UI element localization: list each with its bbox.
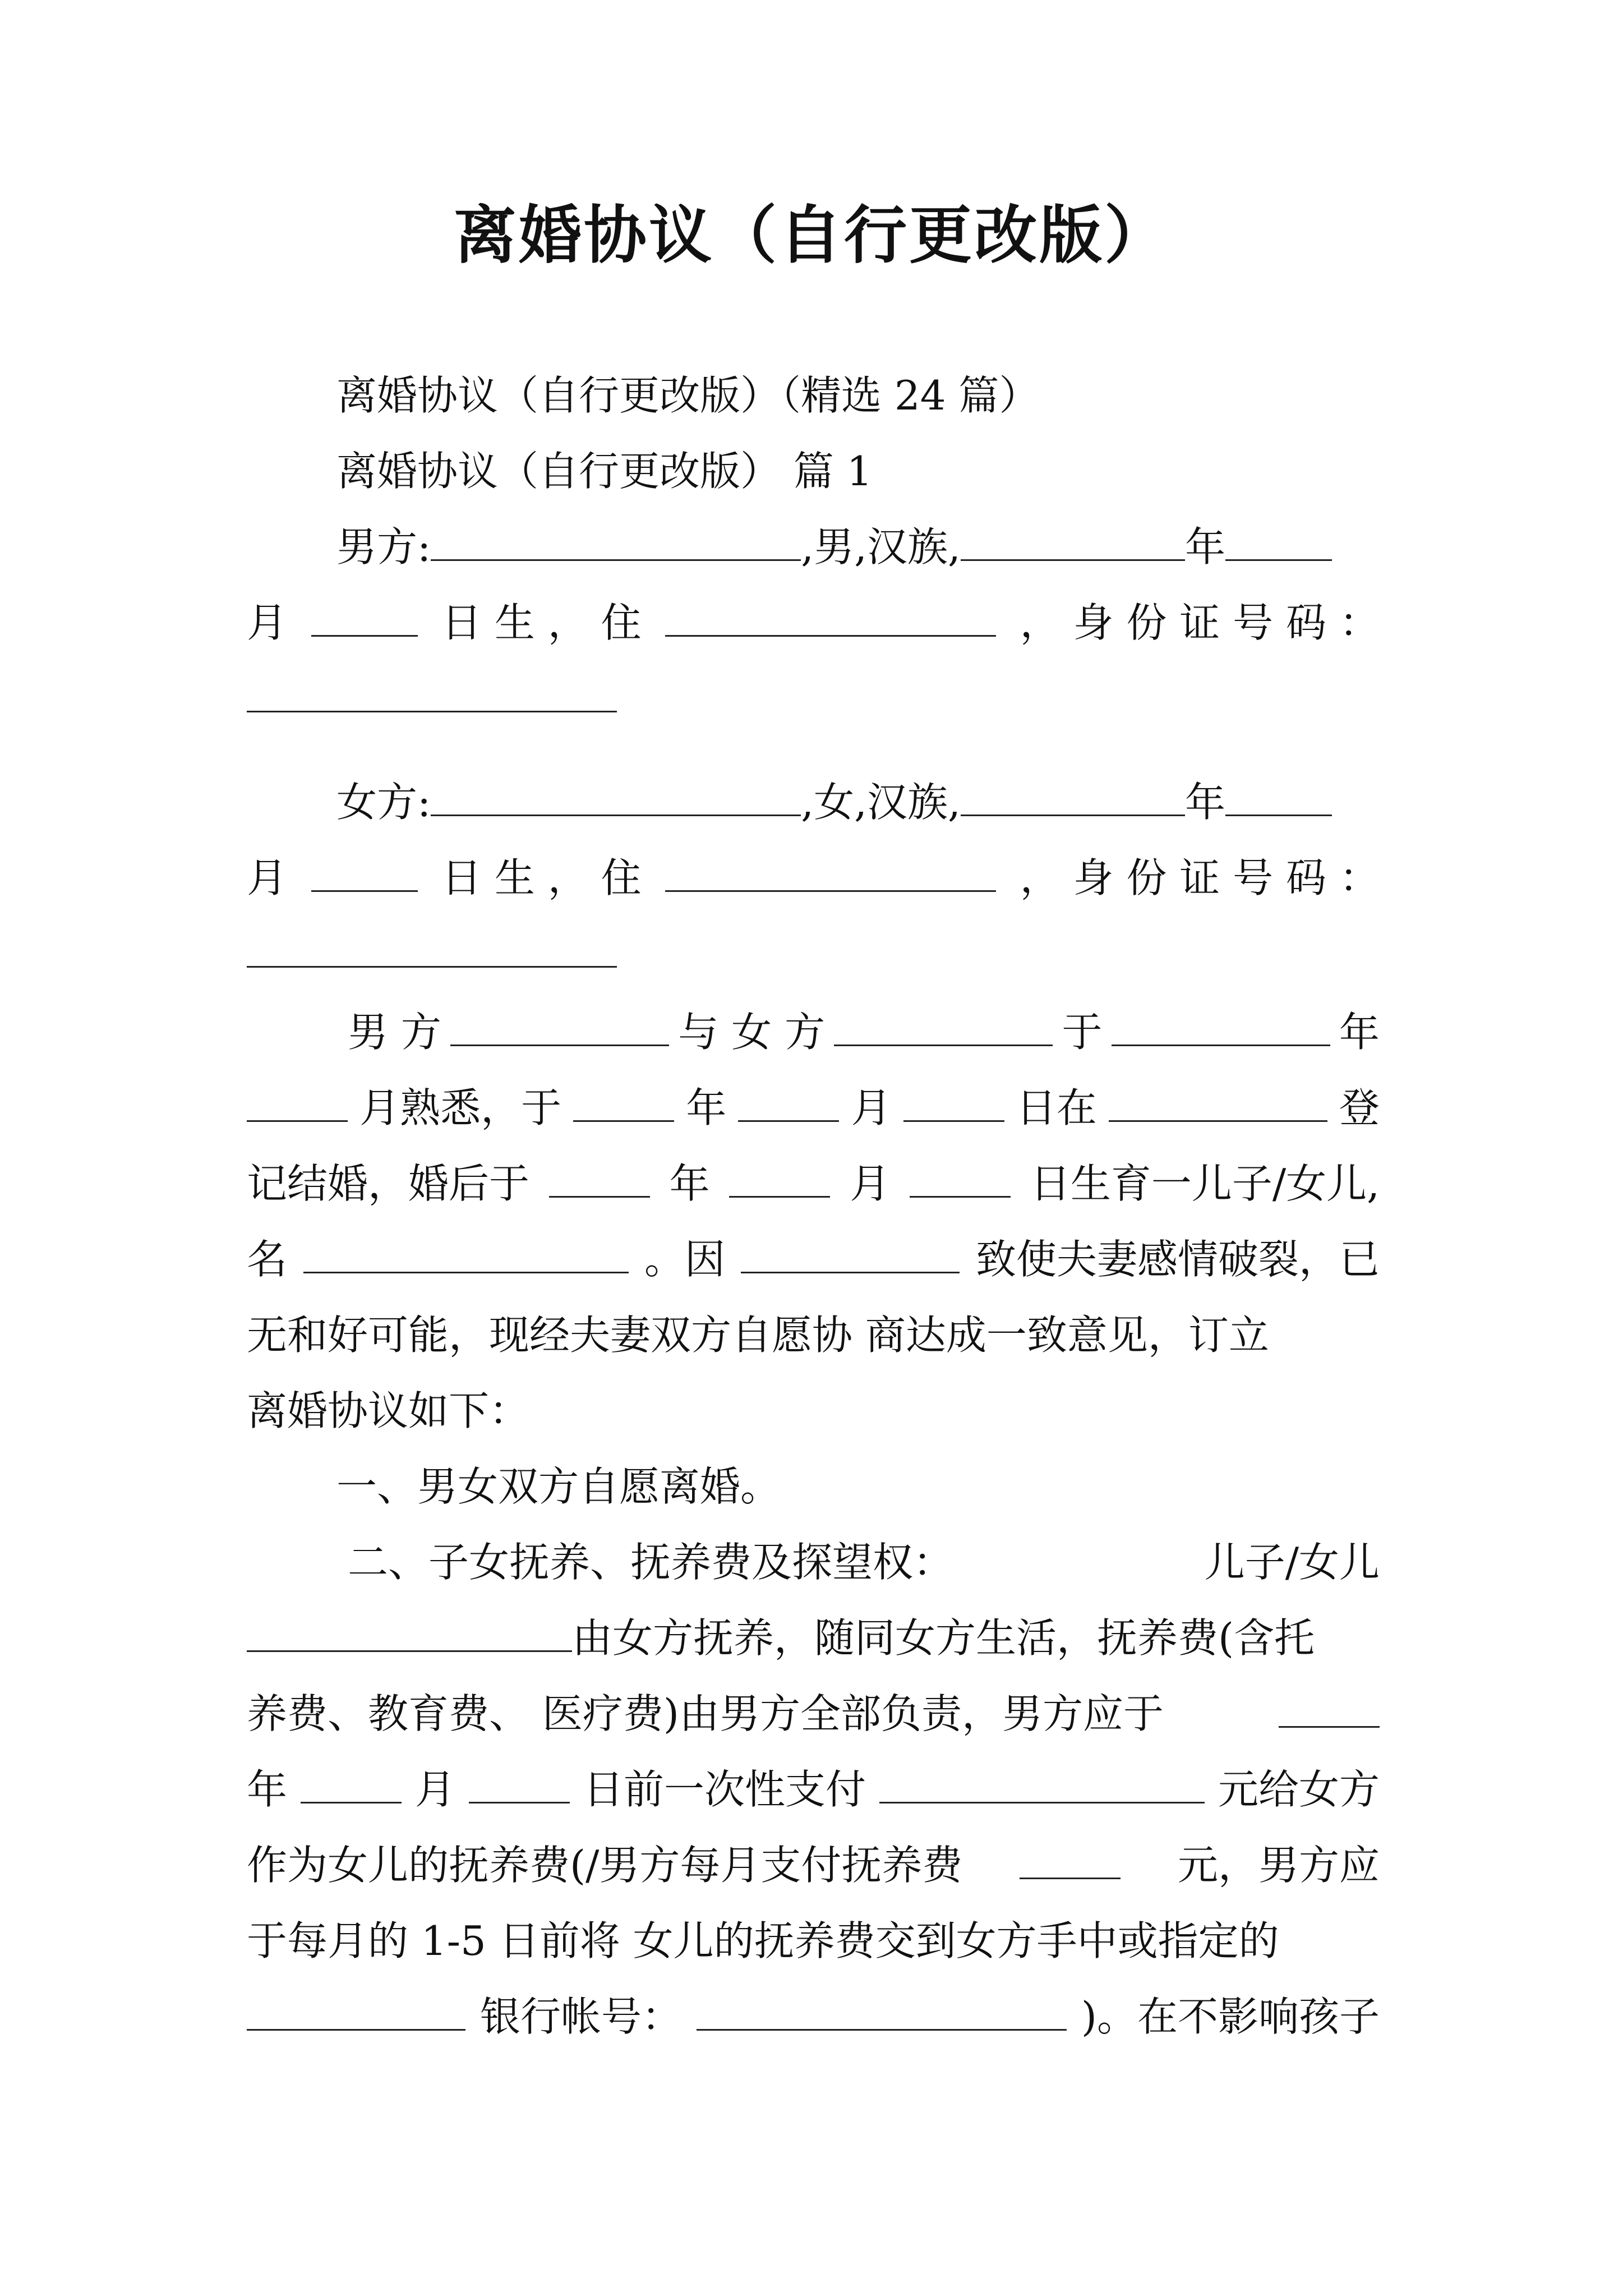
body-text: 年 — [1339, 1009, 1380, 1056]
female-gender-ethnicity: ,女,汉族, — [801, 779, 961, 826]
male-name-blank-2[interactable] — [450, 1010, 669, 1046]
female-line-2 — [247, 847, 1380, 909]
meet-month-blank[interactable] — [247, 1085, 348, 1122]
marriage-month-blank[interactable] — [738, 1085, 839, 1122]
male-label: 男方: — [336, 523, 431, 570]
body-text: 月 — [414, 1766, 455, 1813]
female-id-label: ， 身 份 证 号 码 ： — [1020, 854, 1380, 901]
male-month-label: 月 — [247, 599, 288, 646]
male-line-1 — [336, 516, 1380, 578]
lump-sum-amount-blank[interactable] — [879, 1767, 1205, 1803]
body-text: 日前一次性支付 — [583, 1766, 866, 1813]
female-birth-day-blank[interactable] — [311, 855, 418, 892]
body-text: 银行帐号： — [479, 1993, 682, 2040]
body-text: 日在 — [1016, 1084, 1097, 1131]
body-text: 养费、教育费、 医疗费)由男方全部负责，男方应于 — [247, 1690, 1164, 1737]
female-birth-month-blank[interactable] — [1225, 780, 1332, 816]
marriage-day-blank[interactable] — [903, 1085, 1004, 1122]
female-birth-year-blank[interactable] — [961, 780, 1185, 816]
male-name-blank[interactable] — [431, 524, 801, 561]
section-heading: 离婚协议（自行更改版） 篇 1 — [336, 448, 873, 495]
body-text: 二、子女抚养、抚养费及探望权： — [348, 1539, 954, 1586]
female-year-label: 年 — [1184, 779, 1225, 826]
body-text: 年 — [686, 1084, 727, 1131]
male-birth-day-blank[interactable] — [311, 600, 418, 637]
payment-day-blank[interactable] — [469, 1767, 570, 1803]
female-address-blank[interactable] — [665, 855, 996, 892]
body-text: 名 — [247, 1236, 288, 1283]
child-birth-day-blank[interactable] — [910, 1161, 1011, 1198]
body-text: 由女方抚养，随同女方生活，抚养费(含托 — [572, 1614, 1315, 1662]
monthly-amount-blank[interactable] — [1020, 1843, 1121, 1879]
body-text: 儿子/女儿 — [1204, 1539, 1380, 1586]
body-line-2 — [247, 1077, 1380, 1139]
male-line-3 — [247, 668, 1380, 729]
child-birth-month-blank[interactable] — [729, 1161, 830, 1198]
female-line-3 — [247, 923, 1380, 984]
male-id-label: ， 身 份 证 号 码 ： — [1020, 599, 1380, 646]
body-text: 日生育一儿子/女儿, — [1030, 1160, 1380, 1207]
male-year-label: 年 — [1184, 523, 1225, 570]
body-text: 元，男方应 — [1177, 1842, 1380, 1889]
body-text: 作为女儿的抚养费(/男方每月支付抚养费 — [247, 1842, 963, 1889]
child-name-blank-2[interactable] — [247, 1616, 572, 1652]
female-month-label: 月 — [247, 854, 288, 901]
male-address-blank[interactable] — [665, 600, 996, 637]
body-text: 致使夫妻感情破裂，已 — [975, 1236, 1380, 1283]
female-born-label: 日 生 ， 住 — [441, 854, 642, 901]
body-line-6: 离婚协议如下： — [247, 1387, 530, 1434]
body-line-4 — [247, 1228, 1380, 1290]
male-birth-year-blank[interactable] — [961, 524, 1185, 561]
male-birth-month-blank[interactable] — [1225, 524, 1332, 561]
clause-2-line-7 — [247, 1986, 1380, 2047]
body-text: )。在不影响孩子 — [1081, 1993, 1380, 2040]
payment-year-blank[interactable] — [1279, 1691, 1380, 1728]
document-title: 离婚协议（自行更改版） — [454, 199, 1169, 272]
clause-2-line-3 — [247, 1683, 1380, 1745]
body-line-1 — [348, 1001, 1380, 1063]
body-text: 月 — [850, 1160, 891, 1207]
bank-name-blank[interactable] — [247, 1994, 465, 2031]
child-name-blank[interactable] — [303, 1237, 629, 1273]
registration-place-blank[interactable] — [1109, 1085, 1327, 1122]
clause-2-line-1 — [348, 1531, 1380, 1593]
body-text: 男 方 — [348, 1009, 441, 1056]
body-line-3 — [247, 1153, 1380, 1214]
clause-2-line-2 — [247, 1607, 1380, 1669]
body-text: 与 女 方 — [678, 1009, 826, 1056]
clause-2-line-5 — [247, 1834, 1380, 1896]
clause-2-line-4 — [247, 1759, 1380, 1820]
female-name-blank-2[interactable] — [834, 1010, 1053, 1046]
male-gender-ethnicity: ,男,汉族, — [801, 523, 961, 570]
body-text: 月熟悉，于 — [359, 1084, 562, 1131]
bank-account-blank[interactable] — [697, 1994, 1067, 2031]
male-id-blank[interactable] — [247, 676, 617, 712]
divorce-reason-blank[interactable] — [741, 1237, 960, 1273]
body-text: 月 — [851, 1084, 892, 1131]
male-line-2 — [247, 592, 1380, 654]
body-text: 年 — [669, 1160, 710, 1207]
female-name-blank[interactable] — [431, 780, 801, 816]
body-text: 年 — [247, 1766, 288, 1813]
body-text: 登 — [1339, 1084, 1380, 1131]
female-line-1 — [336, 771, 1380, 833]
body-line-5: 无和好可能，现经夫妻双方自愿协 商达成一致意见，订立 — [247, 1312, 1269, 1359]
body-text: 记结婚，婚后于 — [247, 1160, 530, 1207]
marriage-year-blank[interactable] — [573, 1085, 674, 1122]
female-id-blank[interactable] — [247, 931, 617, 968]
female-label: 女方: — [336, 779, 431, 826]
body-text: 元给女方 — [1218, 1766, 1380, 1813]
clause-1: 一、男女双方自愿离婚。 — [336, 1463, 781, 1510]
meet-year-blank[interactable] — [1112, 1010, 1330, 1046]
child-birth-year-blank[interactable] — [549, 1161, 650, 1198]
clause-2-line-6: 于每月的 1-5 日前将 女儿的抚养费交到女方手中或指定的 — [247, 1917, 1279, 1964]
body-text: 。因 — [644, 1236, 725, 1283]
payment-month-blank[interactable] — [301, 1767, 402, 1803]
body-text: 于 — [1062, 1009, 1103, 1056]
document-subtitle: 离婚协议（自行更改版）（精选 24 篇） — [336, 372, 1040, 419]
male-born-label: 日 生 ， 住 — [441, 599, 642, 646]
